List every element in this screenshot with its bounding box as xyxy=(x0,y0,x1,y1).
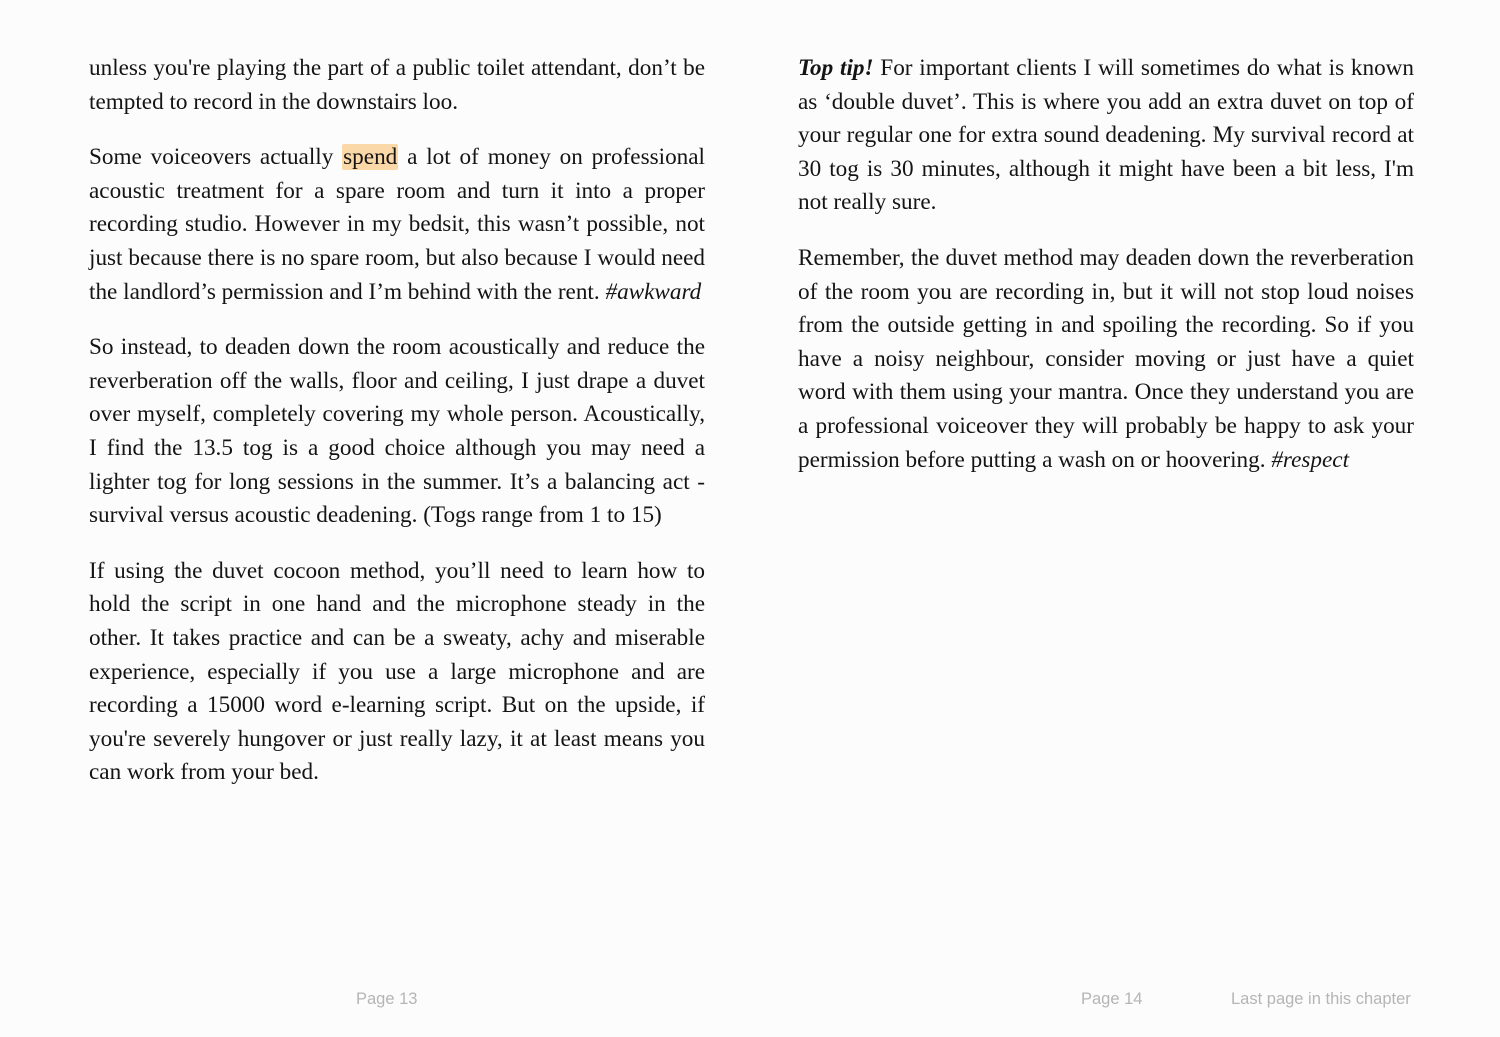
left-page-text xyxy=(89,52,705,812)
paragraph-text: Remember, the duvet method may deaden down the reverberation of the room you are recording in, but it will not stop loud noises from the outside getting in and spoiling the recording. So if you have a noisy neighbour, consider moving or just have a quiet word with them using your mantra. Once they understand you are a professional voiceover they will probably be happy to ask your permission before putting a wash on or hoovering. xyxy=(798,244,1414,473)
page-number-right: Page 14 xyxy=(1081,990,1143,1008)
chapter-status: Last page in this chapter xyxy=(1231,990,1411,1008)
top-tip-label: Top tip! xyxy=(798,55,874,81)
hashtag-text: #respect xyxy=(1271,446,1350,473)
paragraph-text: Some voiceovers actually xyxy=(89,144,343,171)
paragraph xyxy=(89,141,705,309)
paragraph xyxy=(89,331,705,533)
paragraph-text: So instead, to deaden down the room acoustically and reduce the reverberation off the walls, floor and ceiling, I just drape a duvet over myself, completely covering my whole person. Acoustically, I find the 13.5 tog is a good choice although you may need a lighter tog for long sessions in the summer. It’s a balancing act - survival versus acoustic deadening. (Togs range from 1 to 15) xyxy=(89,334,705,529)
page-number-left: Page 13 xyxy=(356,990,418,1008)
hashtag-text: #awkward xyxy=(605,278,702,305)
paragraph-text: a lot of money on professional acoustic treatment for a spare room and turn it into a proper recording studio. However in my bedsit, this wasn’t possible, not just because there is no spare room, but also because I would need the landlord’s permission and I’m behind with the rent. xyxy=(89,144,705,305)
paragraph-text: If using the duvet cocoon method, you’ll need to learn how to hold the script in one hand and the microphone steady in the other. It takes practice and can be a sweaty, achy and miserable experience, especially if you use a large microphone and are recording a 15000 word e-learning script. But on the upside, if you're severely hungover or just really lazy, it at least means you can work from your bed. xyxy=(89,557,705,786)
paragraph-text: unless you're playing the part of a public toilet attendant, don’t be tempted to record in the downstairs loo. xyxy=(89,55,705,115)
paragraph xyxy=(89,52,705,119)
paragraph-text: For important clients I will sometimes do what is known as ‘double duvet’. This is where you add an extra duvet on top of your regular one for extra sound deadening. My survival record at 30 tog is 30 minutes, although it might have been a bit less, I'm not really sure. xyxy=(798,55,1415,216)
right-page-text xyxy=(798,52,1414,499)
paragraph xyxy=(89,555,705,790)
paragraph xyxy=(798,52,1414,220)
paragraph xyxy=(798,242,1414,477)
highlighted-word[interactable]: spend xyxy=(343,144,398,171)
